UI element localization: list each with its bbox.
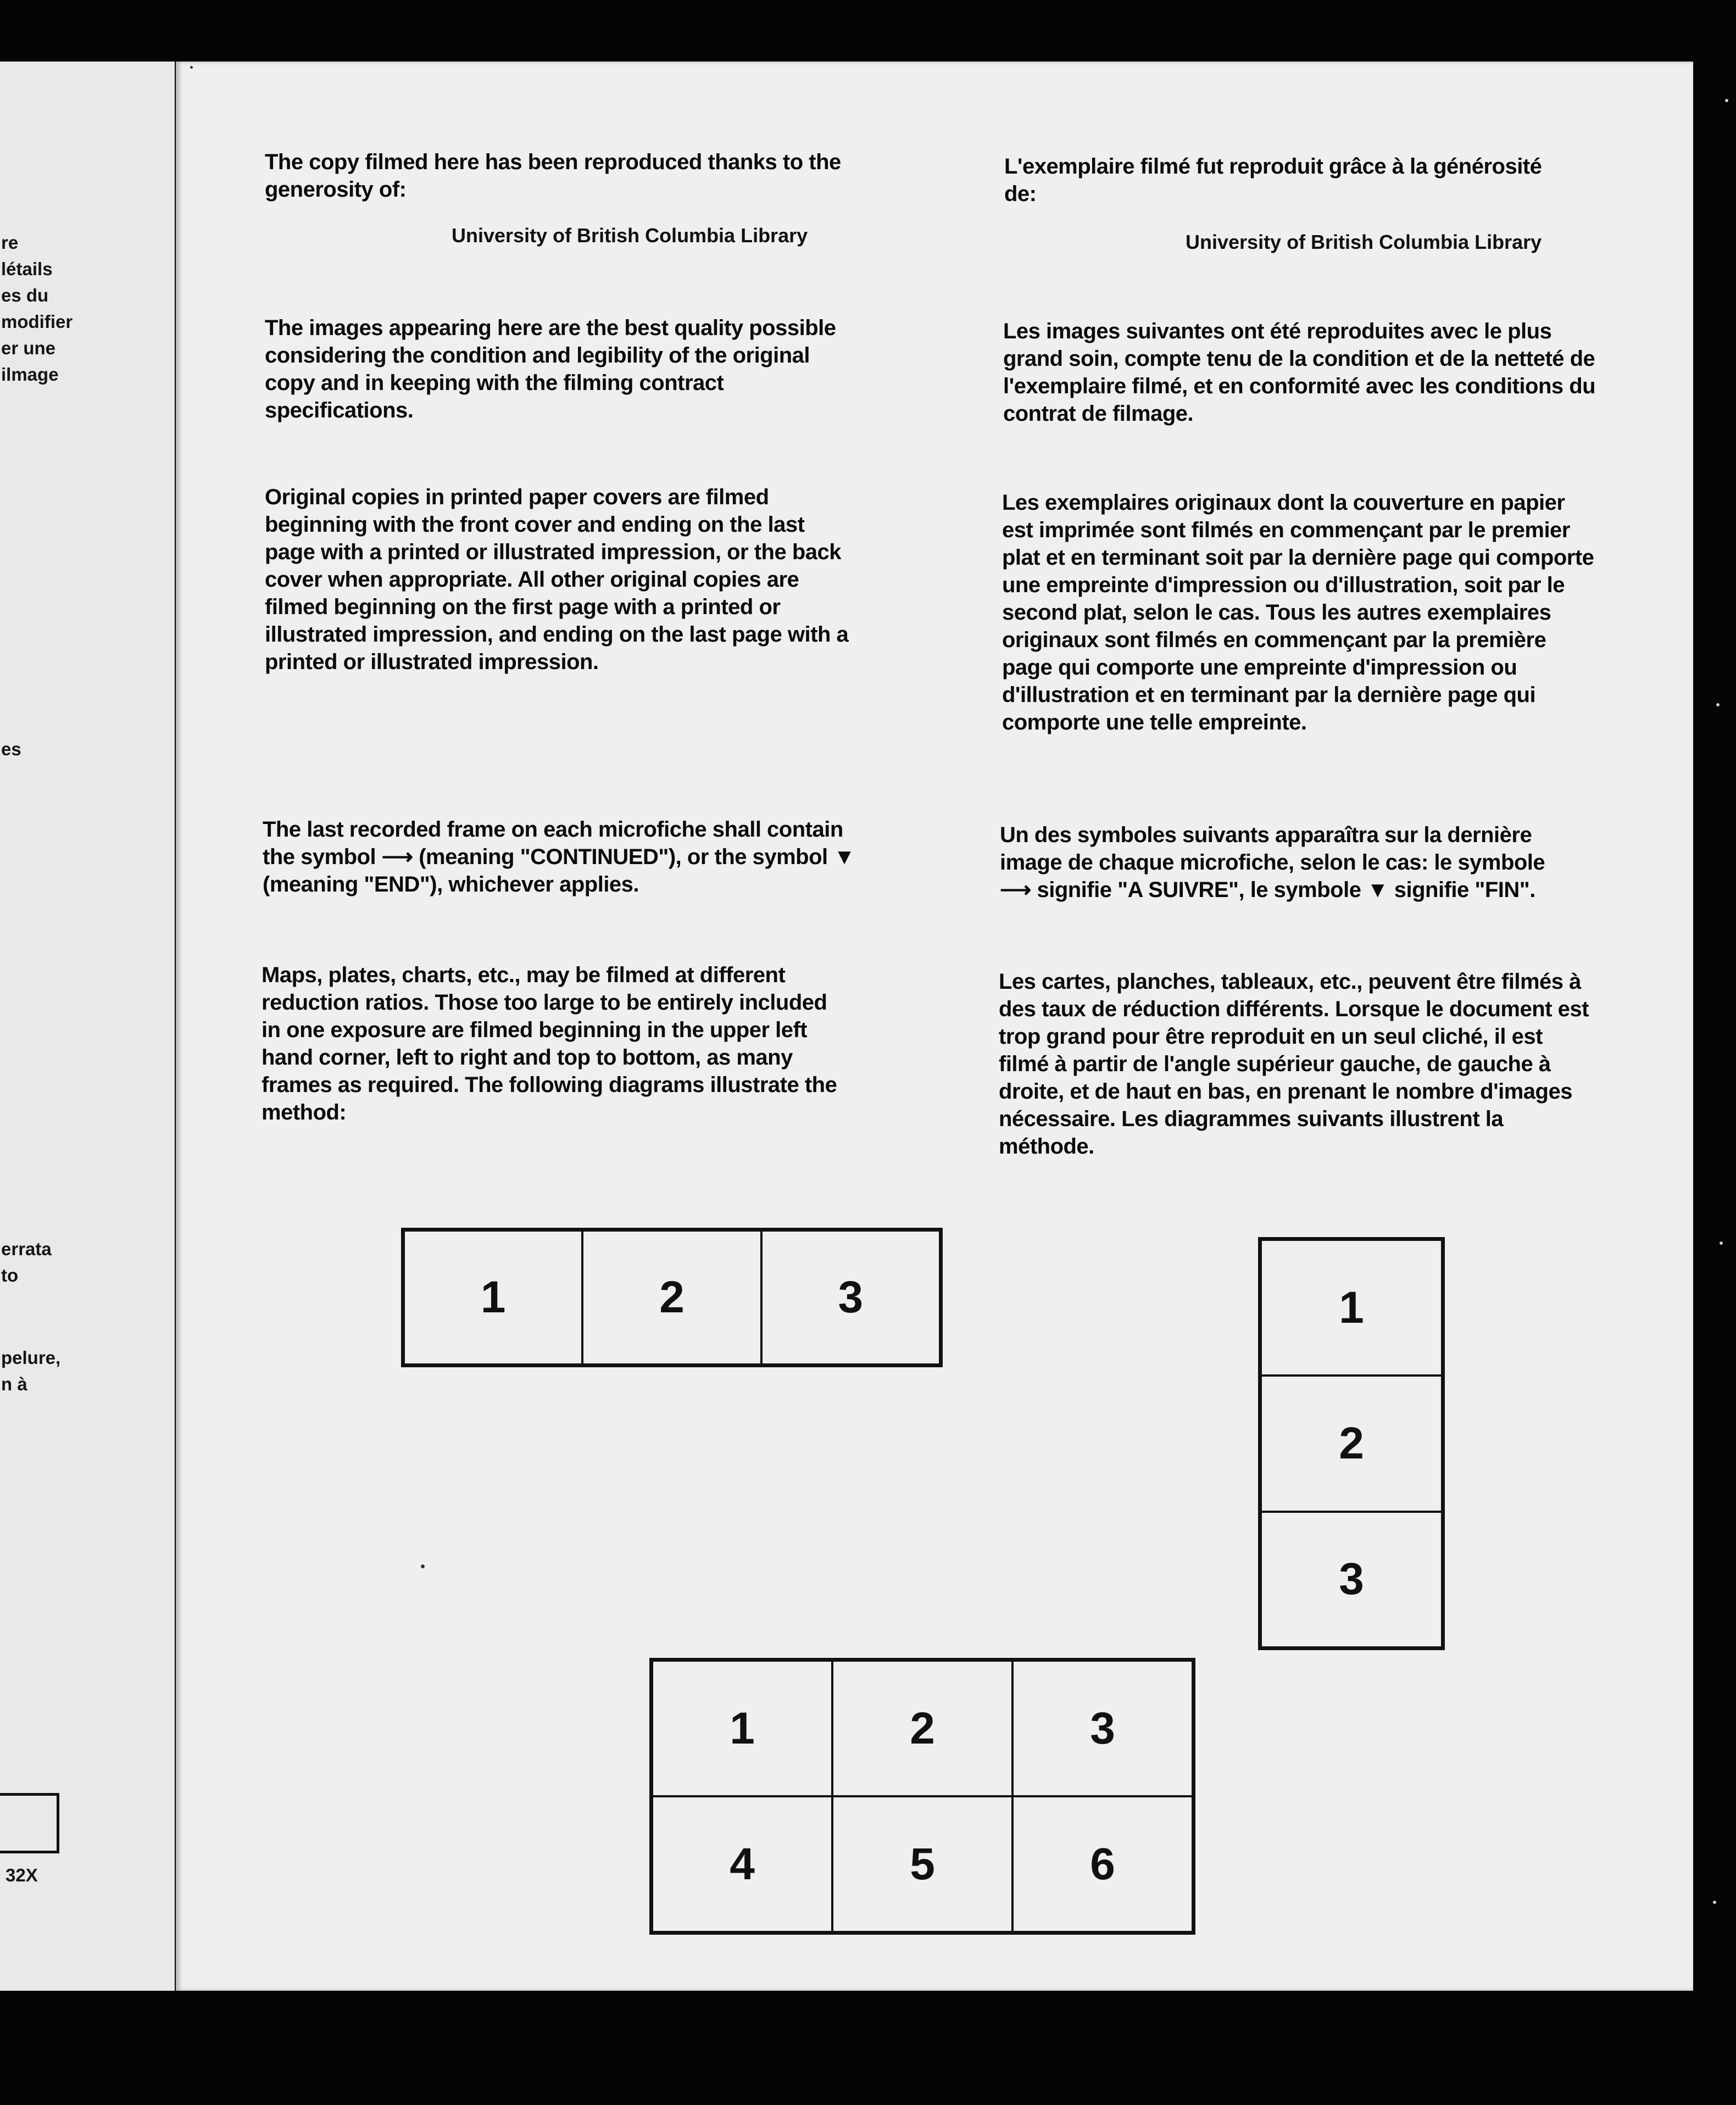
diagram-cell: 3 (1261, 1512, 1442, 1647)
fragment-line: modifier (1, 311, 73, 332)
diagram-cell: 1 (652, 1661, 832, 1796)
french-maps-text: Les cartes, planches, tableaux, etc., peuvent être filmés à des taux de réduction différents. Lorsque le document est trop grand pour être reproduit en un seul cliché, il est filmé à partir de l'angle supérieur gauche, de gauche à droite, et de haut en bas, en prenant le nombre d'images nécessaire. Les diagrammes suivants illustrent la méthode. (999, 970, 1589, 1159)
fragment-line: ilmage (1, 364, 59, 385)
diagram-cell: 3 (761, 1230, 940, 1365)
english-intro: The copy filmed here has been reproduced thanks to the generosity of: (265, 150, 841, 202)
reduction-target-box (0, 1793, 59, 1853)
english-symbols-paragraph (263, 816, 856, 898)
scan-dust (1725, 99, 1728, 102)
english-column (265, 148, 873, 203)
english-originals-paragraph (265, 483, 858, 676)
diagram-cell: 5 (832, 1796, 1012, 1932)
diagram-cell: 3 (1012, 1661, 1193, 1796)
fragment-line: es (1, 739, 21, 759)
english-maps-text: Maps, plates, charts, etc., may be filmed at different reduction ratios. Those too large to be entirely included in one exposure are filmed beginning in the upper left hand corner, left to right and top to bottom, as many frames as required. The following diagrams illustrate the method: (261, 963, 837, 1124)
fragment-line: létails (1, 259, 53, 279)
fragment-line: n à (1, 1374, 27, 1394)
english-quality-text: The images appearing here are the best quality possible considering the condition and legibility of the original copy and in keeping with the filming contract specifications. (265, 316, 836, 422)
fragment-line: errata (1, 1239, 52, 1259)
french-column (1004, 153, 1554, 208)
french-symbols-text: Un des symboles suivants apparaîtra sur la dernière image de chaque microfiche, selon le cas: le symbole ⟶ signifie "A SUIVRE", le symbole ▼ signifie "FIN". (1000, 823, 1545, 902)
french-originals-text: Les exemplaires originaux dont la couverture en papier est imprimée sont filmés en commençant par le premier plat et en terminant soit par la dernière page qui comporte une empreinte d'impression ou d'illustration, soit par le second plat, selon le cas. Tous les autres exemplaires originaux sont filmés en commençant par la première page qui comporte une empreinte d'impression ou d'illustration et en terminant par la dernière page qui comporte une telle empreinte. (1002, 491, 1594, 734)
diagram-vertical (1258, 1237, 1445, 1650)
diagram-cell: 1 (1261, 1240, 1442, 1376)
fragment-line: to (1, 1265, 19, 1285)
fragment-line: re (1, 232, 19, 253)
fragment-line: es du (1, 285, 49, 305)
diagram-cell: 1 (404, 1230, 582, 1365)
reduction-label: 32X (5, 1865, 38, 1885)
scan-dust (1720, 1241, 1723, 1245)
scan-dust (421, 1564, 425, 1568)
english-symbols-text: The last recorded frame on each microfiche shall contain the symbol ⟶ (meaning "CONTINUED"), or the symbol ▼ (meaning "END"), whichever applies. (263, 817, 855, 896)
french-library-name: University of British Columbia Library (1186, 231, 1542, 253)
diagram-grid (649, 1658, 1195, 1935)
english-library-name: University of British Columbia Library (452, 224, 808, 247)
english-maps-paragraph (261, 961, 849, 1126)
scan-dust (190, 66, 193, 69)
diagram-cell: 6 (1012, 1796, 1193, 1932)
fragment-line: er une (1, 338, 56, 358)
french-originals-paragraph (1002, 489, 1598, 736)
diagram-cell: 2 (832, 1661, 1012, 1796)
english-quality-paragraph (265, 314, 853, 424)
french-maps-paragraph (999, 968, 1598, 1160)
diagram-cell: 2 (1261, 1376, 1442, 1511)
diagram-horizontal (401, 1228, 943, 1367)
french-quality-paragraph (1003, 318, 1596, 427)
fragment-line: pelure, (1, 1347, 61, 1368)
english-originals-text: Original copies in printed paper covers are filmed beginning with the front cover and ending on the last page with a printed or illustrated impression, or the back cover when appropriate. All other original copies are filmed beginning on the first page with a printed or illustrated impression, and ending on the last page with a printed or illustrated impression. (265, 485, 849, 674)
french-intro: L'exemplaire filmé fut reproduit grâce à la générosité de: (1004, 154, 1542, 206)
diagram-cell: 2 (582, 1230, 761, 1365)
french-quality-text: Les images suivantes ont été reproduites avec le plus grand soin, compte tenu de la condition et de la netteté de l'exemplaire filmé, et en conformité avec les conditions du contrat de filmage. (1003, 319, 1596, 426)
scan-dust (1716, 703, 1720, 706)
french-symbols-paragraph (1000, 821, 1571, 904)
scan-dust (1713, 1901, 1716, 1904)
diagram-cell: 4 (652, 1796, 832, 1932)
